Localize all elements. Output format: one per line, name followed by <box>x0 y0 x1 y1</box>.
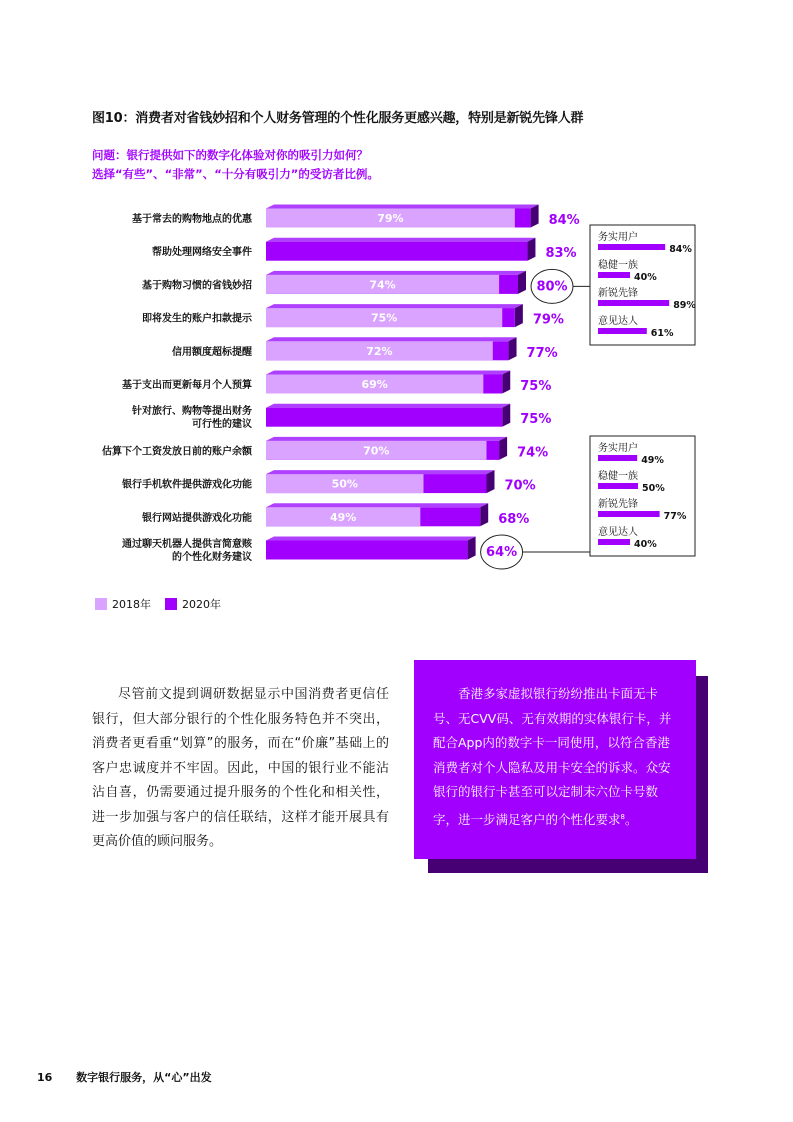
inset-bar <box>598 300 669 306</box>
inset-value-label: 77% <box>663 511 687 522</box>
bar-side-face <box>518 271 526 294</box>
category-label: 帮助处理网络安全事件 <box>152 247 252 259</box>
bar-top-face <box>266 238 535 242</box>
bar-top-face <box>266 437 507 441</box>
page-footer <box>37 1069 212 1085</box>
bar-label-2018: 79% <box>377 212 404 225</box>
inset-bar <box>598 272 630 278</box>
category-label: 估算下个工资发放日前的账户余额 <box>102 446 252 458</box>
callout-box <box>414 660 696 859</box>
legend-item-2020 <box>165 596 221 612</box>
inset-category-label: 意见达人 <box>598 316 638 327</box>
callout-body: 香港多家虚拟银行纷纷推出卡面无卡号、无CVV码、无有效期的实体银行卡，并配合App内的数字卡一同使用，以符合香港消费者对个人隐私及用卡安全的诉求。众安银行的银行卡甚至可以定制末六位卡号数字，进一步满足客户的个性化要求 <box>433 686 672 827</box>
question-text: 问题：银行提供如下的数字化体验对你的吸引力如何？ <box>92 148 368 162</box>
category-label: 针对旅行、购物等提出财务 <box>132 406 252 418</box>
bar-label-2018: 69% <box>361 378 388 391</box>
category-label: 通过聊天机器人提供言简意赅 <box>122 539 252 550</box>
bar-side-face <box>527 238 535 261</box>
inset-bar <box>598 483 638 489</box>
callout-text <box>414 660 696 832</box>
legend-swatch-2020 <box>165 598 177 610</box>
category-label: 的个性化财务建议 <box>172 552 252 563</box>
bar-top-face <box>266 537 476 541</box>
inset-category-label: 意见达人 <box>598 527 638 538</box>
legend-item-2018 <box>95 596 151 612</box>
category-label: 可行性的建议 <box>192 419 252 431</box>
inset-bar <box>598 511 660 517</box>
legend-label-2020: 2020年 <box>182 598 221 611</box>
page-number: 16 <box>37 1071 53 1084</box>
category-label: 基于支出而更新每月个人预算 <box>122 380 252 391</box>
footnote-marker: 8 <box>620 812 625 821</box>
inset-value-label: 61% <box>650 328 674 339</box>
bar-label-2018: 74% <box>369 278 396 292</box>
footer-title: 数字银行服务，从“心”出发 <box>76 1071 212 1084</box>
inset-bar <box>598 455 637 461</box>
bar-label-2018: 72% <box>366 344 393 358</box>
category-label: 银行手机软件提供游戏化功能 <box>122 479 252 491</box>
inset-value-label: 40% <box>634 272 657 283</box>
inset-value-label: 84% <box>669 244 692 255</box>
bar-top-face <box>266 470 495 474</box>
bar-top-face <box>266 503 488 507</box>
bar-top-face <box>266 371 510 375</box>
bar-label-2020: 70% <box>504 478 536 494</box>
bar-label-2020: 75% <box>520 412 552 428</box>
inset-value-label: 40% <box>634 539 657 550</box>
category-label: 基于常去的购物地点的优惠 <box>132 214 252 225</box>
question-note: 选择“有些”、“非常”、“十分有吸引力”的受访者比例。 <box>92 167 379 181</box>
inset-bar <box>598 244 665 250</box>
bar-2020 <box>266 242 527 261</box>
category-label: 银行网站提供游戏化功能 <box>142 512 252 524</box>
inset-value-label: 49% <box>641 455 664 466</box>
bar-top-face <box>266 404 510 408</box>
inset-category-label: 稳健一族 <box>598 471 638 482</box>
bar-label-2020: 84% <box>548 213 580 228</box>
bar-side-face <box>515 304 523 327</box>
bar-label-2020: 75% <box>520 379 552 394</box>
inset-category-label: 稳健一族 <box>598 260 638 271</box>
category-label: 即将发生的账户扣款提示 <box>142 313 252 325</box>
bar-top-face <box>266 304 523 308</box>
bar-top-face <box>266 271 526 275</box>
category-label: 信用额度超标提醒 <box>172 346 252 358</box>
inset-category-label: 务实用户 <box>598 443 638 454</box>
inset-category-label: 新锐先锋 <box>598 499 638 510</box>
bar-label-2020: 83% <box>545 246 577 262</box>
bar-label-2018: 49% <box>330 510 357 524</box>
bar-side-face <box>480 503 488 526</box>
bar-label-2020: 68% <box>498 511 530 527</box>
bar-label-2018: 75% <box>370 311 398 325</box>
bar-label-2020: 74% <box>517 445 549 461</box>
legend-label-2018: 2018年 <box>112 598 151 611</box>
bar-side-face <box>502 404 510 427</box>
inset-panel <box>590 436 695 556</box>
bar-top-face <box>266 337 517 341</box>
bar-label-2018: 70% <box>363 444 390 458</box>
bar-label-2020: 79% <box>532 312 564 328</box>
inset-category-label: 务实用户 <box>598 232 638 243</box>
bar-side-face <box>468 537 476 560</box>
inset-panel <box>590 225 695 345</box>
bar-side-face <box>502 371 510 394</box>
bar-label-2020: 80% <box>536 279 568 295</box>
category-label: 基于购物习惯的省钱妙招 <box>142 280 252 292</box>
bar-side-face <box>487 470 495 493</box>
legend-swatch-2018 <box>95 598 107 610</box>
bar-label-2018: 50% <box>331 477 358 491</box>
bar-side-face <box>531 205 539 228</box>
body-paragraph: 尽管前文提到调研数据显示中国消费者更信任银行，但大部分银行的个性化服务特色并不突出，消费者更看重“划算”的服务，而在“价廉”基础上的客户忠诚度并不牢固。因此，中国的银行业不能沾沾自喜，仍需要通过提升服务的个性化和相关性，进一步加强与客户的信任联结，这样才能开展具有更高价值的顾问服务。 <box>92 687 389 849</box>
bar-side-face <box>499 437 507 460</box>
inset-bar <box>598 328 647 334</box>
bar-chart <box>0 190 793 590</box>
bar-2020 <box>266 408 502 427</box>
inset-bar <box>598 539 630 545</box>
bar-label-2020: 64% <box>486 545 518 560</box>
inset-value-label: 89% <box>673 300 696 311</box>
bar-side-face <box>509 337 517 360</box>
chart-legend <box>95 596 235 612</box>
inset-category-label: 新锐先锋 <box>598 288 638 299</box>
bar-2020 <box>266 541 468 560</box>
inset-value-label: 50% <box>642 483 665 494</box>
bar-label-2020: 77% <box>526 345 558 361</box>
bar-top-face <box>266 205 539 209</box>
callout-end: 。 <box>624 811 638 827</box>
figure-title: 图10：消费者对省钱妙招和个人财务管理的个性化服务更感兴趣，特别是新锐先锋人群 <box>92 111 584 126</box>
